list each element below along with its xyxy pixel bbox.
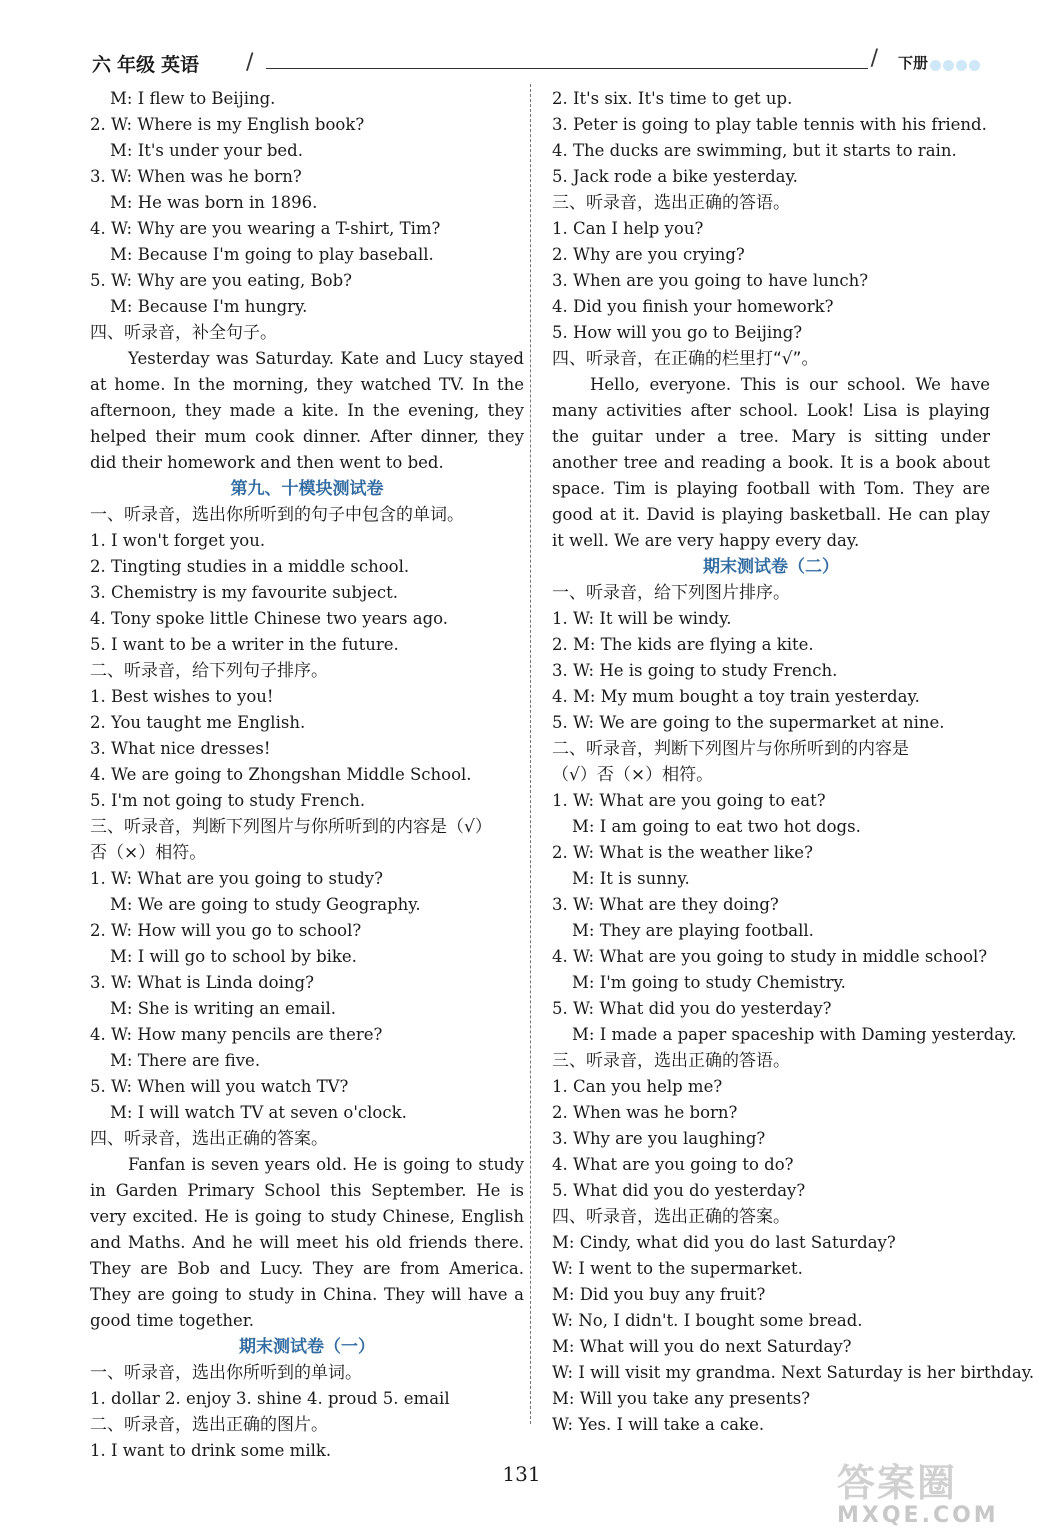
page-number: 131 bbox=[502, 1462, 541, 1486]
text-line: M: What will you do next Saturday? bbox=[552, 1337, 852, 1356]
text-line: 2. You taught me English. bbox=[90, 713, 306, 732]
slash-decoration: / bbox=[246, 50, 254, 75]
text-line: 3. W: When was he born? bbox=[90, 167, 302, 186]
answer-line: M: She is writing an email. bbox=[110, 999, 337, 1018]
text-line: 5. I'm not going to study French. bbox=[90, 791, 366, 810]
text-line: 3. Peter is going to play table tennis with his friend. bbox=[552, 115, 987, 134]
answer-line: M: There are five. bbox=[110, 1051, 261, 1070]
text-line: 2. When was he born? bbox=[552, 1103, 738, 1122]
answer-line: M: I will watch TV at seven o'clock. bbox=[110, 1103, 407, 1122]
text-line: M: Cindy, what did you do last Saturday? bbox=[552, 1233, 896, 1252]
right-column bbox=[552, 86, 1035, 1438]
section-heading: 一、听录音，选出你所听到的句子中包含的单词。 bbox=[90, 505, 464, 525]
watermark-text-cn: 答案圈 bbox=[837, 1461, 958, 1505]
answer-line: M: He was born in 1896. bbox=[110, 193, 318, 212]
text-line: 3. W: What is Linda doing? bbox=[90, 973, 314, 992]
text-line: 2. W: What is the weather like? bbox=[552, 843, 813, 862]
answer-line: M: I made a paper spaceship with Daming yesterday. bbox=[572, 1025, 1017, 1044]
test-title: 第九、十模块测试卷 bbox=[230, 479, 384, 499]
text-line: 4. W: Why are you wearing a T-shirt, Tim? bbox=[90, 219, 441, 238]
text-line: 4. W: What are you going to study in middle school? bbox=[552, 947, 988, 966]
grade-number: 六 bbox=[92, 54, 112, 76]
section-heading: 否（×）相符。 bbox=[90, 843, 207, 863]
text-line: 3. When are you going to have lunch? bbox=[552, 271, 869, 290]
dots-decoration bbox=[930, 56, 984, 68]
text-line: 5. How will you go to Beijing? bbox=[552, 323, 803, 342]
text-line: 3. What nice dresses! bbox=[90, 739, 271, 758]
text-line: 1. I won't forget you. bbox=[90, 531, 266, 550]
answer-line: M: It is sunny. bbox=[572, 869, 690, 888]
page-header bbox=[86, 44, 986, 80]
section-heading: 四、听录音，选出正确的答案。 bbox=[90, 1129, 328, 1149]
text-line: 4. What are you going to do? bbox=[552, 1155, 794, 1174]
text-line: 2. It's six. It's time to get up. bbox=[552, 89, 793, 108]
text-line: 1. Best wishes to you! bbox=[90, 687, 274, 706]
section-heading: 三、听录音，判断下列图片与你所听到的内容是（√） bbox=[90, 817, 492, 837]
test-title: 期末测试卷（二） bbox=[703, 557, 839, 577]
section-heading: 四、听录音，补全句子。 bbox=[90, 323, 277, 343]
section-heading: 一、听录音，给下列图片排序。 bbox=[552, 583, 790, 603]
text-line: W: No, I didn't. I bought some bread. bbox=[552, 1311, 863, 1330]
text-line: 1. W: What are you going to eat? bbox=[552, 791, 826, 810]
answer-line: M: I'm going to study Chemistry. bbox=[572, 973, 846, 992]
answer-line: M: Because I'm going to play baseball. bbox=[110, 245, 434, 264]
answer-line: M: They are playing football. bbox=[572, 921, 814, 940]
volume-label: 下册 bbox=[897, 54, 928, 72]
answer-line: M: It's under your bed. bbox=[110, 141, 303, 160]
text-line: 2. W: How will you go to school? bbox=[90, 921, 362, 940]
text-line: 2. W: Where is my English book? bbox=[90, 115, 365, 134]
answer-line: M: I am going to eat two hot dogs. bbox=[572, 817, 861, 836]
text-line: 3. Chemistry is my favourite subject. bbox=[90, 583, 398, 602]
text-line: 1. Can I help you? bbox=[552, 219, 704, 238]
text-line: 4. M: My mum bought a toy train yesterday. bbox=[552, 687, 920, 706]
answer-line: M: We are going to study Geography. bbox=[110, 895, 421, 914]
text-line: 4. W: How many pencils are there? bbox=[90, 1025, 383, 1044]
text-line: 3. W: He is going to study French. bbox=[552, 661, 838, 680]
text-line: 5. W: When will you watch TV? bbox=[90, 1077, 349, 1096]
answer-line: M: I will go to school by bike. bbox=[110, 947, 357, 966]
section-heading: 四、听录音，在正确的栏里打“√”。 bbox=[552, 349, 819, 369]
section-heading: 一、听录音，选出你所听到的单词。 bbox=[90, 1363, 362, 1383]
text-line: 5. I want to be a writer in the future. bbox=[90, 635, 399, 654]
passage-paragraph: Fanfan is seven years old. He is going to study in Garden Primary School this September. He is very excited. He is going to study Chinese, English and Maths. And he will meet his old friends there. They are Bob and Lucy. They are from America. They are going to study in China. They will have a good time together. bbox=[90, 1155, 524, 1330]
text-line: 2. M: The kids are flying a kite. bbox=[552, 635, 814, 654]
text-line: 1. W: What are you going to study? bbox=[90, 869, 383, 888]
text-line: 4. Tony spoke little Chinese two years ago. bbox=[90, 609, 449, 628]
section-heading: （√）否（×）相符。 bbox=[552, 765, 714, 785]
watermark-text-en: MXQE.COM bbox=[837, 1503, 999, 1528]
header-rule bbox=[266, 68, 868, 69]
text-line: 1. Can you help me? bbox=[552, 1077, 723, 1096]
text-line: 5. W: What did you do yesterday? bbox=[552, 999, 832, 1018]
column-divider bbox=[530, 84, 531, 1424]
text-line: 3. Why are you laughing? bbox=[552, 1129, 766, 1148]
text-line: W: I went to the supermarket. bbox=[552, 1259, 803, 1278]
section-heading: 三、听录音，选出正确的答语。 bbox=[552, 193, 790, 213]
section-heading: 三、听录音，选出正确的答语。 bbox=[552, 1051, 790, 1071]
text-line: 4. Did you finish your homework? bbox=[552, 297, 834, 316]
text-line: W: I will visit my grandma. Next Saturday is her birthday. bbox=[552, 1363, 1035, 1382]
passage-paragraph: Hello, everyone. This is our school. We have many activities after school. Look! Lisa is playing the guitar under a tree. Mary is sitting under another tree and reading a book. It is a book about space. Tim is playing football with Tom. They are good at it. David is playing basketball. He can play it well. We are very happy every day. bbox=[552, 375, 990, 550]
section-heading: 四、听录音，选出正确的答案。 bbox=[552, 1207, 790, 1227]
text-line: 5. Jack rode a bike yesterday. bbox=[552, 167, 798, 186]
text-line: 4. The ducks are swimming, but it starts to rain. bbox=[552, 141, 957, 160]
test-title: 期末测试卷（一） bbox=[239, 1337, 375, 1357]
text-line: 5. W: Why are you eating, Bob? bbox=[90, 271, 352, 290]
grade-label: 年级 bbox=[117, 54, 156, 76]
book-title bbox=[92, 50, 205, 77]
text-line: W: Yes. I will take a cake. bbox=[552, 1415, 765, 1434]
answer-line: M: I flew to Beijing. bbox=[110, 89, 276, 108]
text-line: 4. We are going to Zhongshan Middle School. bbox=[90, 765, 472, 784]
text-line: 2. Why are you crying? bbox=[552, 245, 745, 264]
text-line: 5. What did you do yesterday? bbox=[552, 1181, 806, 1200]
text-line: 2. Tingting studies in a middle school. bbox=[90, 557, 410, 576]
text-line: 1. I want to drink some milk. bbox=[90, 1441, 332, 1460]
section-heading: 二、听录音，给下列句子排序。 bbox=[90, 661, 328, 681]
text-line: 5. W: We are going to the supermarket at nine. bbox=[552, 713, 945, 732]
slash-decoration: / bbox=[870, 46, 878, 71]
subject-label: 英语 bbox=[161, 54, 200, 76]
left-column bbox=[90, 86, 524, 1464]
watermark-logo bbox=[837, 1452, 1017, 1528]
text-line: 3. W: What are they doing? bbox=[552, 895, 779, 914]
answer-line: M: Because I'm hungry. bbox=[110, 297, 308, 316]
section-heading: 二、听录音，判断下列图片与你所听到的内容是 bbox=[552, 739, 909, 759]
text-line: 1. W: It will be windy. bbox=[552, 609, 732, 628]
passage-paragraph: Yesterday was Saturday. Kate and Lucy stayed at home. In the morning, they watched TV. In the afternoon, they made a kite. In the evening, they helped their mum cook dinner. After dinner, they did their homework and then went to bed. bbox=[90, 349, 524, 472]
text-line: 1. dollar 2. enjoy 3. shine 4. proud 5. email bbox=[90, 1389, 450, 1408]
text-line: M: Will you take any presents? bbox=[552, 1389, 811, 1408]
text-line: M: Did you buy any fruit? bbox=[552, 1285, 766, 1304]
section-heading: 二、听录音，选出正确的图片。 bbox=[90, 1415, 328, 1435]
